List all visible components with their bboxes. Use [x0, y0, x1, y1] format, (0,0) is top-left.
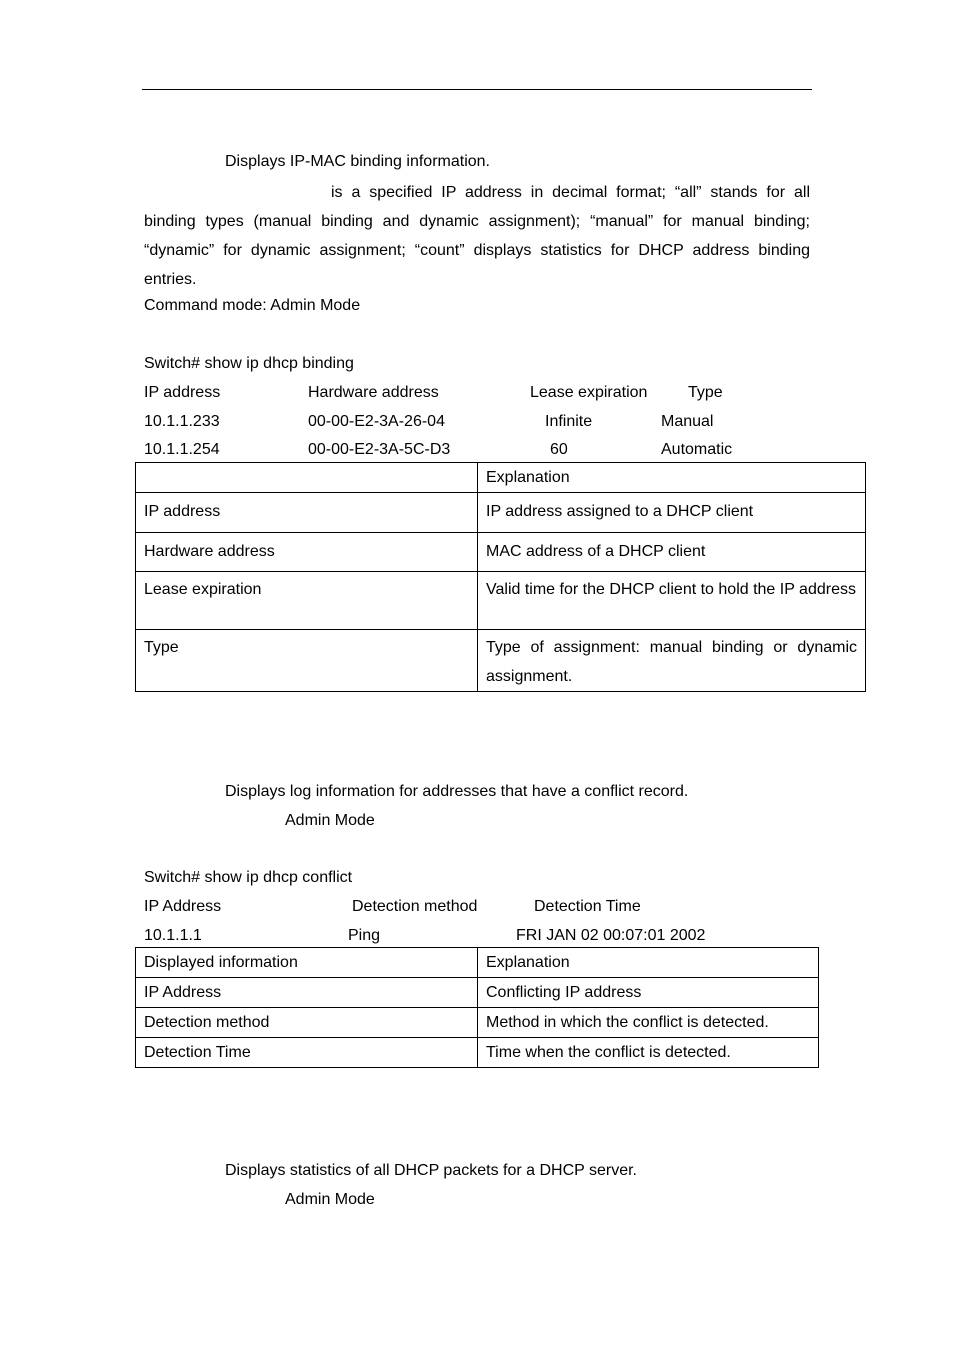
binding-explanation-table	[135, 462, 866, 692]
table-header-row	[136, 948, 819, 978]
table-cell: Type of assignment: manual binding or dynamic assignment.	[478, 630, 866, 692]
binding-command-mode: Command mode: Admin Mode	[144, 297, 361, 314]
binding-description: Displays IP-MAC binding information.	[225, 153, 490, 170]
table-header-cell	[136, 463, 478, 493]
table-cell: IP address assigned to a DHCP client	[478, 493, 866, 533]
table-header-cell: Explanation	[478, 948, 819, 978]
binding-col-type: Type	[688, 384, 723, 401]
conflict-row1-method: Ping	[348, 927, 381, 944]
conflict-col-time: Detection Time	[534, 898, 641, 915]
binding-example-command: Switch# show ip dhcp binding	[144, 355, 354, 372]
binding-parameter-text	[144, 178, 810, 294]
table-cell: Time when the conflict is detected.	[478, 1038, 819, 1068]
binding-parameter-body: is a specified IP address in decimal format; “all” stands for all binding types (manual binding and dynamic assignment); “manual” for manual binding; “dynamic” for dynamic assignment; “count” displays statistics for DHCP address binding entries.	[144, 184, 810, 288]
binding-row1-type: Manual	[661, 413, 714, 430]
table-cell: Detection method	[136, 1008, 478, 1038]
conflict-row1-time: FRI JAN 02 00:07:01 2002	[516, 927, 706, 944]
table-cell: MAC address of a DHCP client	[478, 533, 866, 572]
table-cell: Hardware address	[136, 533, 478, 572]
binding-row2-hw: 00-00-E2-3A-5C-D3	[308, 441, 451, 458]
conflict-example-command: Switch# show ip dhcp conflict	[144, 869, 353, 886]
header-rule	[142, 89, 812, 90]
conflict-col-method: Detection method	[352, 898, 478, 915]
conflict-row1-ip: 10.1.1.1	[144, 927, 202, 944]
statistics-command-mode: Admin Mode	[285, 1191, 375, 1208]
binding-col-hw: Hardware address	[308, 384, 439, 401]
binding-row1-lease: Infinite	[545, 413, 593, 430]
table-cell: Lease expiration	[136, 572, 478, 630]
table-header-cell: Explanation	[478, 463, 866, 493]
table-cell: IP Address	[136, 978, 478, 1008]
table-cell: Conflicting IP address	[478, 978, 819, 1008]
table-row	[136, 1008, 819, 1038]
binding-row1-ip: 10.1.1.233	[144, 413, 220, 430]
table-header-cell: Displayed information	[136, 948, 478, 978]
table-header-row	[136, 463, 866, 493]
table-row	[136, 978, 819, 1008]
statistics-description: Displays statistics of all DHCP packets for a DHCP server.	[225, 1162, 637, 1179]
table-cell: Detection Time	[136, 1038, 478, 1068]
table-row	[136, 533, 866, 572]
binding-row2-ip: 10.1.1.254	[144, 441, 220, 458]
table-row	[136, 493, 866, 533]
table-row	[136, 1038, 819, 1068]
binding-col-lease: Lease expiration	[530, 384, 648, 401]
binding-row2-lease: 60	[550, 441, 568, 458]
table-row	[136, 572, 866, 630]
conflict-col-ip: IP Address	[144, 898, 222, 915]
conflict-description: Displays log information for addresses that have a conflict record.	[225, 783, 689, 800]
table-row	[136, 630, 866, 692]
table-cell: IP address	[136, 493, 478, 533]
table-cell: Valid time for the DHCP client to hold the IP address	[478, 572, 866, 630]
binding-row1-hw: 00-00-E2-3A-26-04	[308, 413, 445, 430]
table-cell: Type	[136, 630, 478, 692]
binding-row2-type: Automatic	[661, 441, 733, 458]
binding-col-ip: IP address	[144, 384, 221, 401]
table-cell: Method in which the conflict is detected.	[478, 1008, 819, 1038]
conflict-command-mode: Admin Mode	[285, 812, 375, 829]
conflict-explanation-table	[135, 947, 819, 1068]
